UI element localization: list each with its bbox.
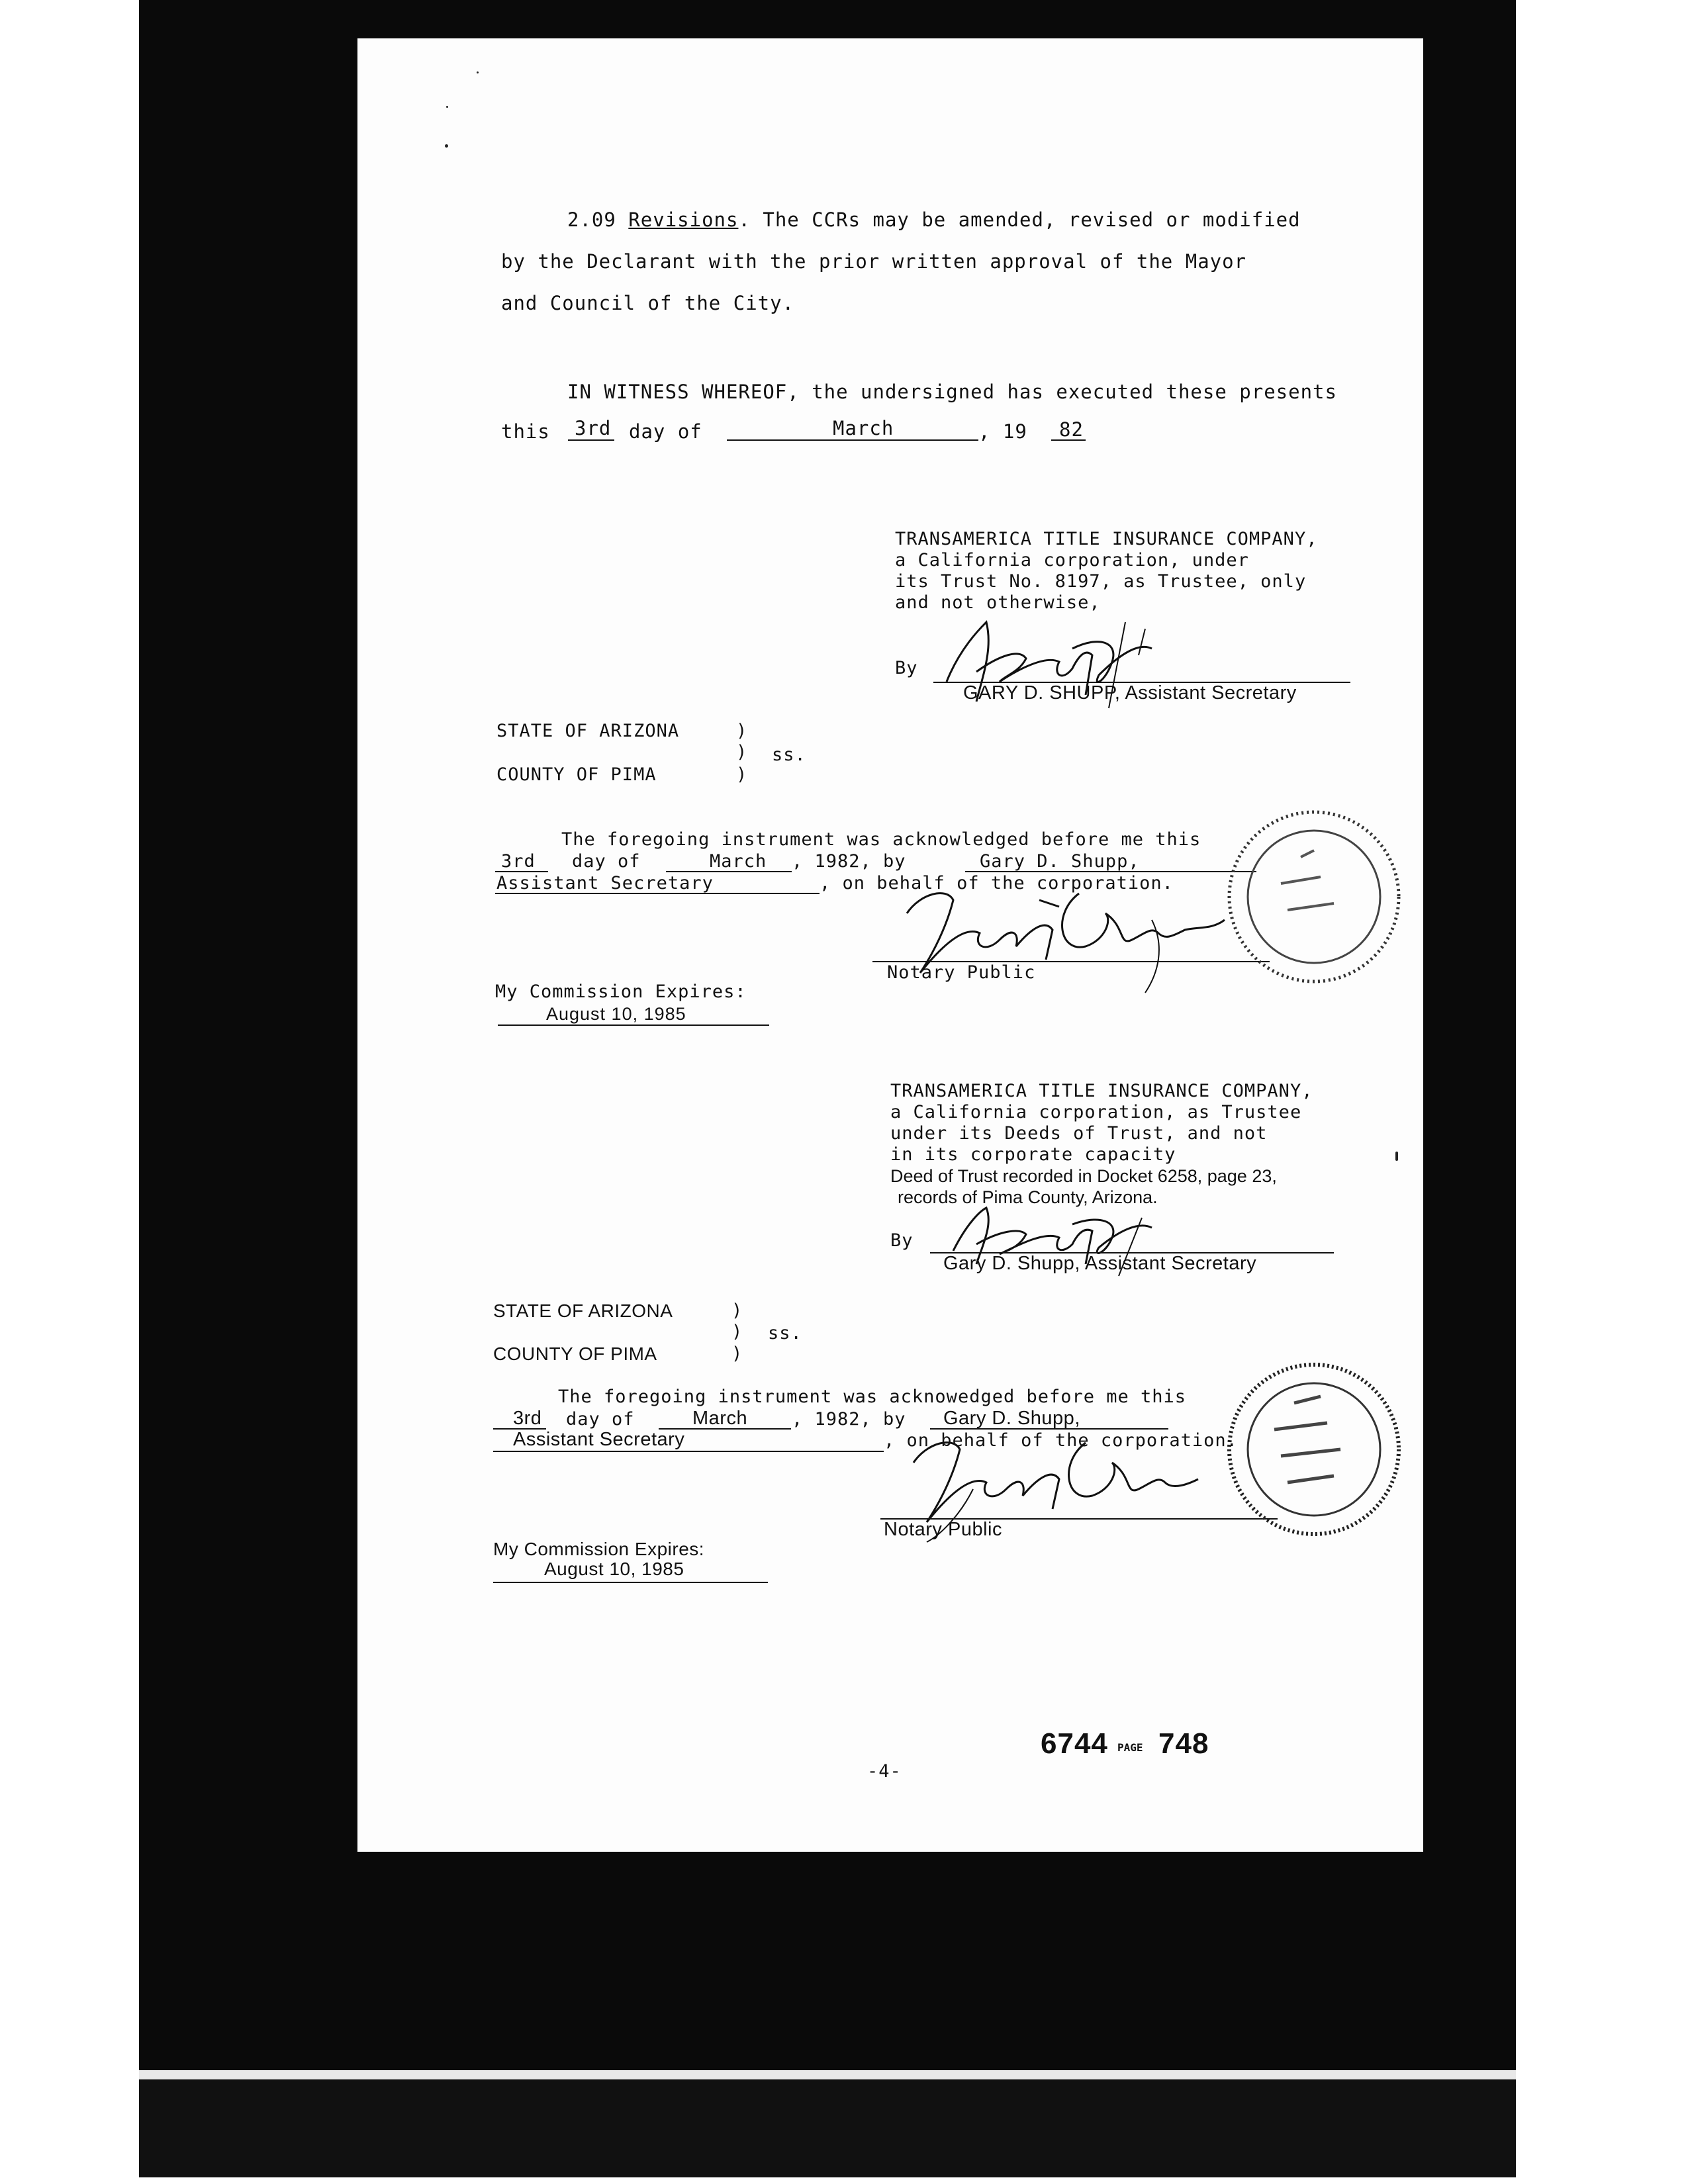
- ack1-commission-date: August 10, 1985: [546, 1004, 686, 1024]
- revisions-text: . The CCRs may be amended, revised or modified: [738, 208, 1301, 231]
- scan-border-left: [139, 0, 364, 1906]
- venue1-ss: ss.: [772, 745, 806, 765]
- page-number: -4-: [867, 1761, 902, 1782]
- revisions-line-2: by the Declarant with the prior written approval of the Mayor: [501, 250, 1247, 273]
- ack1-line-1: The foregoing instrument was acknowledged before me this: [561, 829, 1201, 850]
- ack1-year-by: , 1982, by: [792, 851, 906, 872]
- signer2-company: TRANSAMERICA TITLE INSURANCE COMPANY,: [890, 1081, 1313, 1101]
- ack2-day-of: day of: [566, 1409, 635, 1430]
- witness-year-prefix: , 19: [978, 420, 1027, 443]
- signer2-name-title: Gary D. Shupp, Assistant Secretary: [943, 1253, 1257, 1274]
- ack1-title: Assistant Secretary: [496, 873, 714, 893]
- ack2-title-line: [493, 1451, 884, 1452]
- scan-speck: [1395, 1152, 1398, 1161]
- signer1-signature: [920, 609, 1198, 715]
- signer1-line-3: its Trust No. 8197, as Trustee, only: [895, 571, 1307, 592]
- docket-number: 6744: [1041, 1727, 1108, 1760]
- signer2-line-3: under its Deeds of Trust, and not: [890, 1123, 1268, 1144]
- witness-year: 82: [1059, 418, 1084, 441]
- venue1-state: STATE OF ARIZONA: [496, 721, 680, 741]
- venue2-state: STATE OF ARIZONA: [493, 1300, 673, 1321]
- venue1-paren-2: ): [736, 742, 748, 762]
- signer2-line-6: records of Pima County, Arizona.: [898, 1187, 1158, 1207]
- ack1-name: Gary D. Shupp,: [980, 851, 1140, 872]
- ack2-month: March: [692, 1408, 748, 1429]
- ack2-name: Gary D. Shupp,: [943, 1408, 1080, 1429]
- notary-seal-2: [1215, 1350, 1413, 1549]
- ack2-commission-line: [493, 1582, 768, 1583]
- signer1-name-title: GARY D. SHUPP, Assistant Secretary: [963, 682, 1297, 704]
- signer2-line-2: a California corporation, as Trustee: [890, 1102, 1302, 1122]
- signer1-by-label: By: [895, 658, 918, 678]
- venue2-paren-2: ): [731, 1322, 743, 1342]
- venue2-ss: ss.: [768, 1323, 802, 1343]
- witness-label-day-of: day of: [629, 420, 702, 443]
- signer2-line-5: Deed of Trust recorded in Docket 6258, page 23,: [890, 1166, 1277, 1186]
- ack2-notary-label: Notary Public: [884, 1519, 1002, 1540]
- signer2-signature: [920, 1191, 1198, 1277]
- venue2-paren-3: ): [731, 1343, 743, 1364]
- scan-speck: [477, 71, 479, 73]
- ack2-line-1: The foregoing instrument was acknowedged before me this: [558, 1387, 1187, 1407]
- witness-day-line: [568, 439, 614, 441]
- witness-label-this: this: [501, 420, 550, 443]
- venue1-paren-1: ): [736, 721, 748, 741]
- docket-page-abbr: PAGE: [1117, 1741, 1143, 1754]
- ack1-day: 3rd: [501, 851, 536, 872]
- signer1-company: TRANSAMERICA TITLE INSURANCE COMPANY,: [895, 529, 1318, 549]
- witness-year-line: [1051, 439, 1086, 441]
- venue2-paren-1: ): [731, 1300, 743, 1321]
- venue1-county: COUNTY OF PIMA: [496, 764, 657, 785]
- section-heading: Revisions: [628, 208, 739, 231]
- signer1-line-4: and not otherwise,: [895, 592, 1101, 613]
- ack2-year-by: , 1982, by: [792, 1409, 906, 1430]
- ack1-title-line: [495, 893, 820, 894]
- scan-border-bottom-band: [139, 2078, 1516, 2177]
- scan-band-gap: [139, 2070, 1516, 2079]
- notary-seal-1: [1215, 797, 1413, 996]
- ack2-day: 3rd: [513, 1408, 542, 1429]
- signer2-line-4: in its corporate capacity: [890, 1144, 1176, 1165]
- venue2-county: COUNTY OF PIMA: [493, 1343, 657, 1364]
- scan-speck: [446, 106, 448, 108]
- ack1-commission-label: My Commission Expires:: [495, 981, 747, 1002]
- revisions-line-3: and Council of the City.: [501, 292, 795, 314]
- ack2-behalf: , on behalf of the corporation.: [884, 1430, 1238, 1451]
- witness-month: March: [833, 417, 894, 439]
- docket-page-number: 748: [1158, 1727, 1209, 1760]
- witness-month-line: [727, 439, 978, 441]
- ack1-behalf: , on behalf of the corporation.: [820, 873, 1174, 893]
- witness-line-1: IN WITNESS WHEREOF, the undersigned has executed these presents: [567, 381, 1337, 403]
- scan-border-top: [139, 0, 1516, 41]
- ack1-commission-line: [498, 1024, 769, 1026]
- ack1-day-of: day of: [572, 851, 641, 872]
- venue1-paren-3: ): [736, 764, 748, 785]
- ack2-title: Assistant Secretary: [513, 1429, 685, 1450]
- ack2-commission-date: August 10, 1985: [544, 1559, 684, 1579]
- witness-day: 3rd: [575, 417, 612, 439]
- revisions-line-1: [567, 208, 1301, 231]
- scan-speck: [445, 144, 448, 148]
- signer1-line-2: a California corporation, under: [895, 550, 1249, 570]
- signer2-by-label: By: [890, 1230, 914, 1251]
- scan-border-right: [1417, 0, 1516, 1906]
- section-number: 2.09: [567, 208, 616, 231]
- scan-border-bottom: [139, 1846, 1516, 2071]
- ack1-notary-label: Notary Public: [887, 962, 1036, 983]
- ack1-month: March: [710, 851, 767, 872]
- ack2-commission-label: My Commission Expires:: [493, 1539, 705, 1559]
